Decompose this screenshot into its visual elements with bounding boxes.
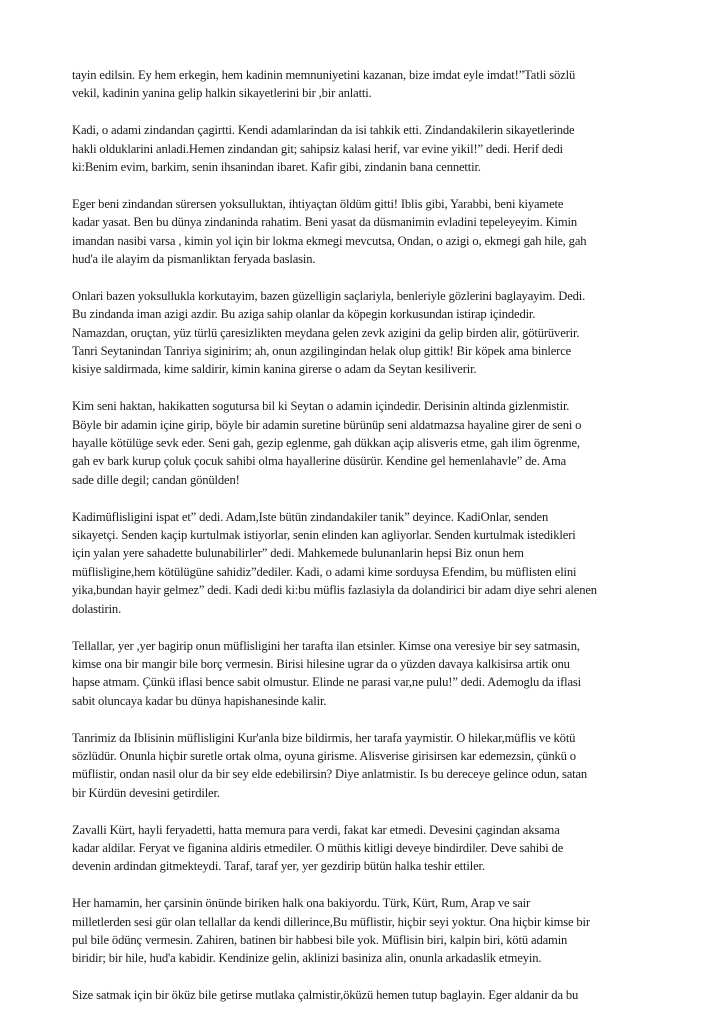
paragraph <box>72 508 658 618</box>
paragraph <box>72 195 658 269</box>
text-line: milletlerden sesi gür olan tellallar da kendi dillerince,Bu müflistir, hiçbir seyi yoktur. Ona hiçbir kimse bir <box>72 914 590 929</box>
text-line: yika,bundan hayir gelmez” dedi. Kadi dedi ki:bu müflis fazlasiyla da dolandirici bir adam diye sehri alenen <box>72 583 597 598</box>
text-line: Tellallar, yer ,yer bagirip onun müflisligini her tarafta ilan etsinler. Kimse ona veresiye bir sey satmasin, <box>72 638 580 653</box>
paragraph <box>72 821 658 876</box>
text-line: dolastirin. <box>72 601 122 616</box>
text-line: ki:Benim evim, barkim, senin ihsanindan ibaret. Kafir gibi, zindanin bana cennettir. <box>72 160 481 175</box>
paragraph <box>72 121 658 176</box>
text-line: Her hamamin, her çarsinin önünde biriken halk ona bakiyordu. Türk, Kürt, Rum, Arap ve sair <box>72 896 531 911</box>
paragraph <box>72 287 658 379</box>
text-line: için yalan yere sahadette bulunabilirler” dedi. Mahkemede bulunanlarin hepsi Biz onun hem <box>72 546 524 561</box>
text-line: hud'a ile alayim da pismanliktan feryada baslasin. <box>72 252 316 267</box>
text-line: sade dille degil; candan gönülden! <box>72 472 240 487</box>
text-line: tayin edilsin. Ey hem erkegin, hem kadinin memnuniyetini kazanan, bize imdat eyle imdat!”Tatli sözlü <box>72 68 576 82</box>
text-line: Kadi, o adami zindandan çagirtti. Kendi adamlarindan da isi tahkik etti. Zindandakilerin sikayetlerinde <box>72 123 575 138</box>
text-line: devenin ardindan gitmekteydi. Taraf, taraf yer, yer gezdirip bütün halka teshir ettiler. <box>72 859 485 874</box>
text-line: Tanri Seytanindan Tanriya siginirim; ah, onun azgilingindan helak olup gittik! Bir köpek ama binlerce <box>72 344 572 359</box>
text-line: bir Kürdün devesini getirdiler. <box>72 785 220 800</box>
text-line: hayalle kötülüge sevk eder. Seni gah, gezip eglenme, gah dükkan açip alisveris etme, gah ilim ögrenme, <box>72 436 580 451</box>
text-line: pul bile ödünç vermesin. Zahiren, batinen bir habbesi bile yok. Müflisin biri, kalpin biri, kötü adamin <box>72 932 568 947</box>
text-line: Böyle bir adamin içine girip, böyle bir adamin suretine bürünüp seni aldatmazsa hayaline girer de seni o <box>72 417 582 432</box>
text-line: hakli olduklarini anladi.Hemen zindandan git; sahipsiz kalasi herif, var evine yikil!” dedi. Herif dedi <box>72 141 563 156</box>
paragraph <box>72 66 658 103</box>
paragraph <box>72 729 658 803</box>
text-line: Kadimüflisligini ispat et” dedi. Adam,Iste bütün zindandakiler tanik” deyince. KadiOnlar, senden <box>72 509 549 524</box>
text-line: müflistir, ondan nasil olur da bir sey elde edebilirsin? Diye anlatmistir. Is bu dereceye gelince odun, satan <box>72 767 588 782</box>
text-line: imandan nasibi varsa , kimin yol için bir lokma ekmegi mevcutsa, Ondan, o azigi o, ekmegi gah hile, gah <box>72 233 587 248</box>
paragraph <box>72 986 658 1004</box>
text-line: kisiye saldirmada, kime saldirir, kimin kanina girerse o adam da Seytan kesiliverir. <box>72 362 477 377</box>
paragraph <box>72 397 658 489</box>
text-line: vekil, kadinin yanina gelip halkin sikayetlerini bir ,bir anlatti. <box>72 86 372 101</box>
text-line: sikayetçi. Senden kaçip kurtulmak istiyorlar, senin elinden kan agliyorlar. Senden kurtulmak istedikleri <box>72 528 576 543</box>
text-line: Onlari bazen yoksullukla korkutayim, bazen güzelligin saçlariyla, benleriyle gözlerini baglayayim. Dedi. <box>72 288 586 303</box>
text-line: Eger beni zindandan sürersen yoksulluktan, ihtiyaçtan öldüm gitti! Iblis gibi, Yarabbi, beni kiyamete <box>72 196 564 211</box>
paragraph <box>72 894 658 968</box>
text-line: kadar aldilar. Feryat ve figanina aldiris etmediler. O müthis kitligi deveye bindirdiler. Deve sahibi de <box>72 840 564 855</box>
text-line: sözlüdür. Onunla hiçbir suretle ortak olma, oyuna girisme. Alisverise girisirsen kar edemezsin, çünkü o <box>72 748 576 763</box>
text-line: sabit oluncaya kadar bu dünya hapishanesinde kalir. <box>72 693 327 708</box>
text-line: gah ev bark kurup çoluk çocuk sahibi olma hayallerine düsürür. Kendine gel hemenlahavle” de. Ama <box>72 454 567 469</box>
text-line: Size satmak için bir öküz bile getirse mutlaka çalmistir,öküzü hemen tutup baglayin. Eger aldanir da bu <box>72 988 579 1003</box>
text-line: hapse atmam. Çünkü iflasi bence sabit olmustur. Elinde ne parasi var,ne pulu!” dedi. Ademoglu da iflasi <box>72 675 582 690</box>
text-line: Tanrimiz da Iblisinin müflisligini Kur'anla bize bildirmis, her tarafa yaymistir. O hilekar,müflis ve kötü <box>72 730 576 745</box>
text-line: kadar yasat. Ben bu dünya zindaninda rahatim. Beni yasat da düsmanimin evladini tepeleyeyim. Kimin <box>72 215 578 230</box>
document-body <box>72 66 658 1023</box>
text-line: müflisligine,hem kötülügüne sahidiz”dediler. Kadi, o adami kime sorduysa Efendim, bu müflisten elini <box>72 564 577 579</box>
text-line: Namazdan, oruçtan, yüz türlü çaresizlikten meydana gelen zevk azigini da gelip birden alir, götürüverir. <box>72 325 580 340</box>
paragraph <box>72 637 658 711</box>
text-line: biridir; bir hile, hud'a kabidir. Kendinize gelin, aklinizi basiniza alin, onunla arkadaslik etmeyin. <box>72 951 542 966</box>
text-line: Kim seni haktan, hakikatten sogutursa bil ki Seytan o adamin içindedir. Derisinin altinda gizlenmistir. <box>72 399 570 414</box>
text-line: Zavalli Kürt, hayli feryadetti, hatta memura para verdi, fakat kar etmedi. Devesini çagindan aksama <box>72 822 560 837</box>
text-line: Bu zindanda iman azigi azdir. Bu aziga sahip olanlar da köpegin korkusundan istirap içindedir. <box>72 307 536 322</box>
text-line: kimse ona bir mangir bile borç vermesin. Birisi hilesine ugrar da o yüzden davaya kalkisirsa artik onu <box>72 656 570 671</box>
